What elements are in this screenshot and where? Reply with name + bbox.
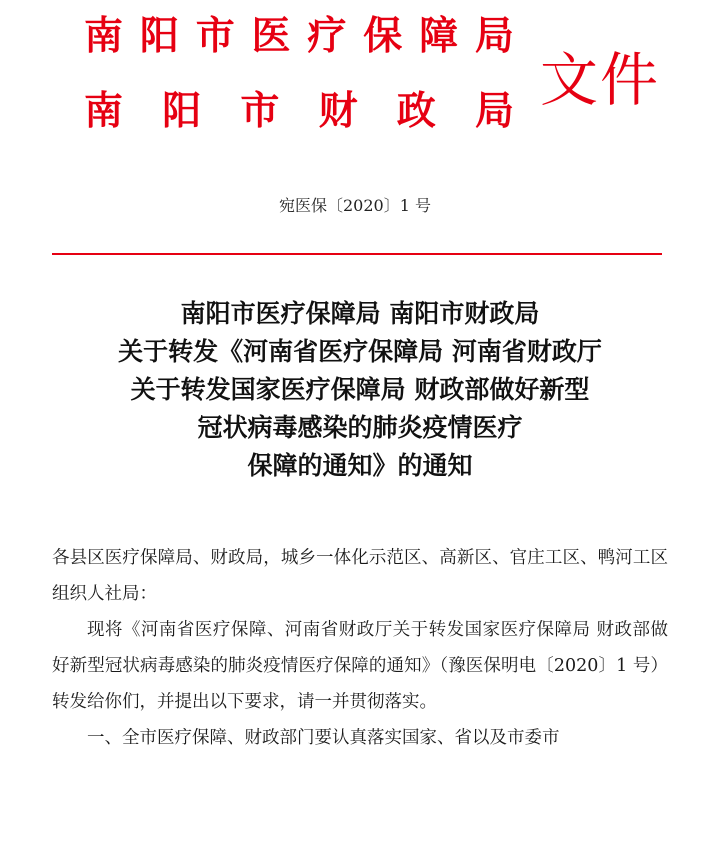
document-number: 宛医保〔2020〕1 号 — [279, 196, 431, 215]
body-paragraph: 一、全市医疗保障、财政部门要认真落实国家、省以及市委市 — [87, 728, 560, 748]
issuer-char: 疗 — [307, 14, 347, 59]
document-title — [40, 295, 680, 485]
issuer-char: 局 — [474, 89, 514, 134]
document-body — [52, 540, 668, 756]
issuer-line-finance — [84, 89, 514, 135]
body-paragraph: 现将《河南省医疗保障、河南省财政厅关于转发国家医疗保障局 财政部做好新型冠状病毒感染的肺炎疫情医疗保障的通知》（豫医保明电〔2020〕1 号）转发给你们，并提出以下要求，请一并贯彻落实。 — [52, 620, 668, 712]
document-kind-label: 文件 — [540, 46, 661, 114]
issuer-char: 财 — [318, 89, 358, 134]
issuer-char: 医 — [251, 14, 291, 59]
issuer-char: 南 — [84, 89, 124, 134]
title-line: 南阳市医疗保障局 南阳市财政局 — [180, 299, 540, 328]
issuer-char: 保 — [363, 14, 403, 59]
issuer-char: 阳 — [139, 14, 179, 59]
issuer-line-medical-security — [84, 14, 514, 60]
issuer-char: 南 — [84, 14, 124, 59]
title-line: 冠状病毒感染的肺炎疫情医疗 — [197, 413, 523, 442]
title-line: 关于转发国家医疗保障局 财政部做好新型 — [130, 375, 590, 404]
issuer-char: 局 — [474, 14, 514, 59]
title-line: 保障的通知》的通知 — [247, 451, 473, 480]
salutation: 各县区医疗保障局、财政局，城乡一体化示范区、高新区、官庄工区、鸭河工区组织人社局： — [52, 548, 668, 604]
issuer-char: 障 — [419, 14, 459, 59]
title-line: 关于转发《河南省医疗保障局 河南省财政厅 — [118, 337, 602, 366]
issuer-char: 政 — [396, 89, 436, 134]
issuer-char: 阳 — [162, 89, 202, 134]
issuer-char: 市 — [195, 14, 235, 59]
issuer-char: 市 — [240, 89, 280, 134]
header-divider — [52, 253, 662, 255]
